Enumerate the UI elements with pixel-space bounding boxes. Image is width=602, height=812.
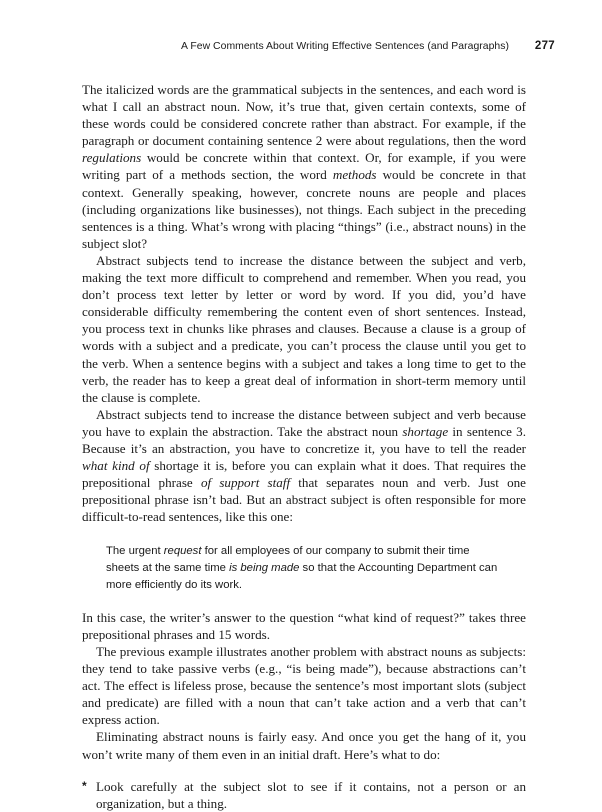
list-item-text: Look carefully at the subject slot to see if it contains, not a person or an organization, but a thing. <box>96 778 526 811</box>
text-run: The urgent <box>106 545 164 558</box>
running-title: A Few Comments About Writing Effective Sentences (and Paragraphs) <box>181 41 510 52</box>
italic-term: is being made <box>229 562 300 575</box>
bullet-marker: * <box>82 778 87 793</box>
italic-term: what kind of <box>82 458 150 474</box>
italic-term: of support staff <box>200 475 291 491</box>
paragraph: Eliminating abstract nouns is fairly easy. And once you get the hang of it, you won’t write many of them even in an initial draft. Here’s what to do: <box>82 729 526 762</box>
paragraph: The previous example illustrates another problem with abstract nouns as subjects: they tend to take passive verbs (e.g., “is being made”), because abstractions can’t act. The effect is lifeless prose, because the sentence’s most important slots (subject and predicate) are filled with a noun that can’t take action and a verb that can’t express action. <box>82 644 526 728</box>
paragraph <box>82 81 526 252</box>
paragraph <box>82 406 526 526</box>
text-run: would be concrete within that context. Or, for example, if you were writing part of a methods section, the word <box>82 150 526 183</box>
text-run: for all employees of our company to submit their time sheets at the same time <box>106 545 470 575</box>
body-text <box>82 81 526 812</box>
text-run: shortage it is, before you can explain what it does. That requires the prepositional phrase <box>82 458 526 491</box>
text-run: so that the Accounting Department can more efficiently do its work. <box>106 562 498 592</box>
text-run: that separates noun and verb. Just one prepositional phrase isn’t bad. But an abstract subject is often responsible for more difficult-to-read sentences, like this one: <box>82 475 526 525</box>
text-run: Abstract subjects tend to increase the distance between subject and verb because you have to explain the abstraction. Take the abstract noun <box>82 406 526 439</box>
text-run: in sentence 3. Because it’s an abstraction, you have to concretize it, you have to tell the reader <box>82 423 526 456</box>
paragraph: Abstract subjects tend to increase the distance between the subject and verb, making the text more difficult to comprehend and remember. When you read, you don’t process text letter by letter or word by word. If you did, you’d have considerable difficulty remembering the content even of short sentences. Instead, you process text in chunks like phrases and clauses. Because a clause is a group of words with a subject and a predicate, you can’t process the clause until you get to the verb. When a sentence begins with a subject and takes a long time to get to the verb, the reader has to keep a great deal of information in short-term memory until the clause is complete. <box>82 252 526 405</box>
bullet-list <box>82 778 526 812</box>
italic-term: methods <box>332 167 377 183</box>
text-run: would be concrete in that context. Generally speaking, however, concrete nouns are people and places (including organizations like businesses), not things. Each subject in the preceding sentences is a thing. What’s wrong with placing “things” (i.e., abstract nouns) in the subject slot? <box>82 167 526 251</box>
paragraph: In this case, the writer’s answer to the question “what kind of request?” takes three prepositional phrases and 15 words. <box>82 609 526 642</box>
running-header <box>0 41 602 61</box>
page-number: 277 <box>534 40 555 52</box>
italic-term: regulations <box>82 150 142 166</box>
list-item <box>82 778 526 812</box>
italic-term: request <box>163 545 202 558</box>
italic-term: shortage <box>402 423 449 439</box>
example-block-quote <box>106 543 502 593</box>
text-run: The italicized words are the grammatical subjects in the sentences, and each word is what I call an abstract noun. Now, it’s true that, given certain contexts, some of these words could be considered concrete rather than abstract. For example, if the paragraph or document containing sentence 2 were about regulations, then the word <box>82 82 526 149</box>
